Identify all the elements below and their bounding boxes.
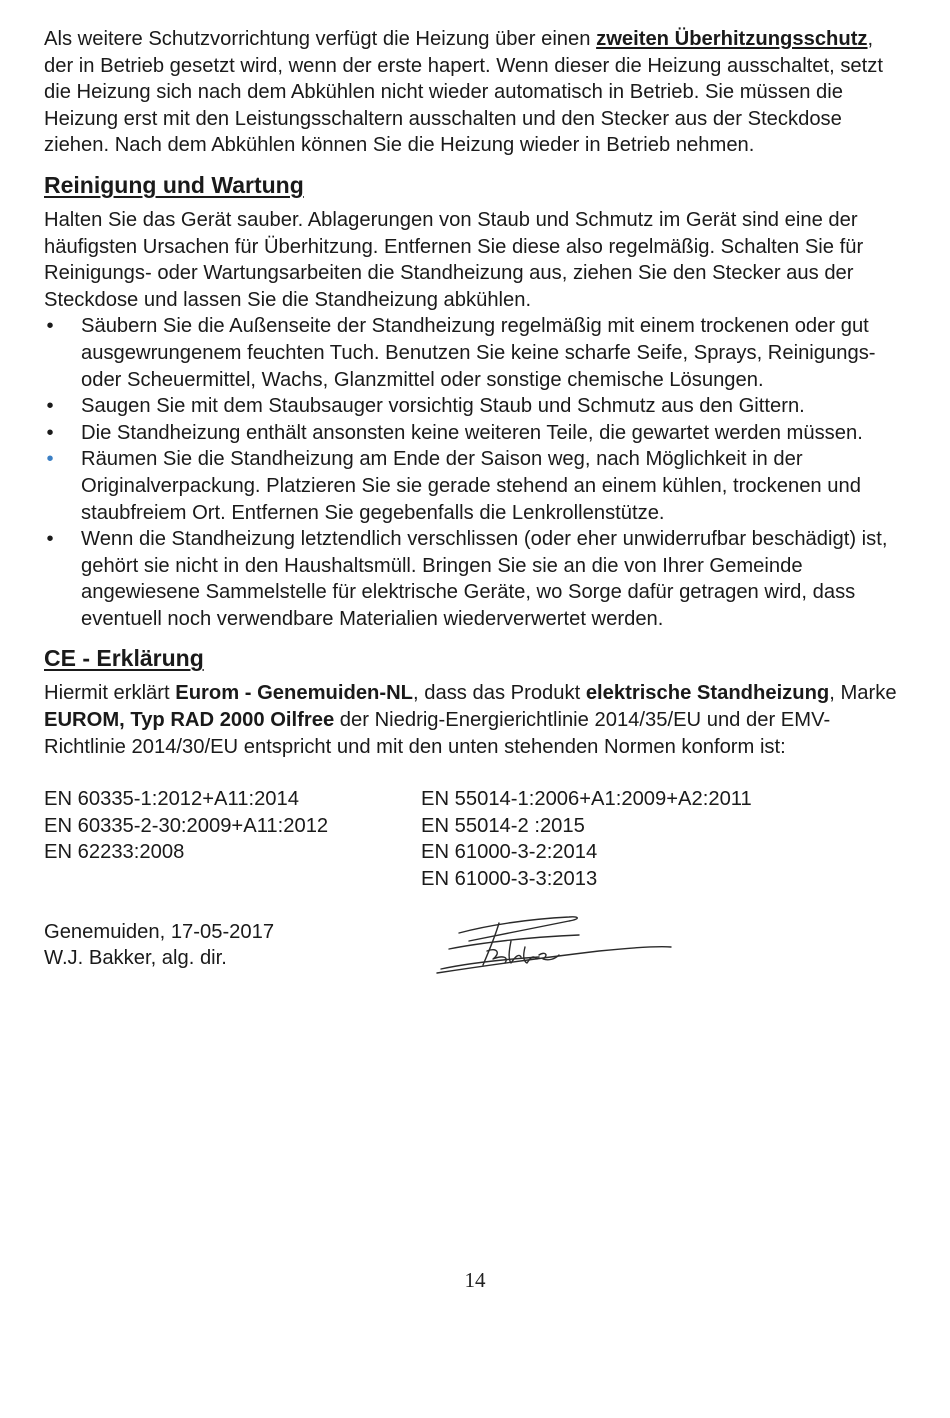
norms-right-column — [421, 786, 881, 892]
list-item — [44, 313, 904, 393]
bullet-icon: • — [46, 421, 54, 444]
bullet-icon: • — [46, 448, 54, 471]
ce-brand: EUROM, Typ RAD 2000 Oilfree — [44, 709, 335, 732]
cleaning-paragraph: Halten Sie das Gerät sauber. Ablagerungen von Staub und Schmutz im Gerät sind eine der häufigsten Ursachen für Überhitzung. Entfernen Sie diese also regelmäßig. Schalten Sie für Reinigungs- oder Wartungsarbeiten die Standheizung aus, ziehen Sie den Stecker aus der Steckdose und lassen Sie die Standheizung abkühlen. — [44, 208, 864, 311]
ce-company: Eurom - Genemuiden-NL — [175, 682, 414, 705]
list-item — [44, 420, 904, 447]
page-number: 14 — [464, 1268, 486, 1292]
signatory-name: W.J. Bakker, alg. dir. — [44, 947, 227, 970]
norm-item: EN 60335-1:2012+A11:2014 — [44, 788, 299, 811]
ce-text: der Niedrig-Energierichtlinie 2014/35/EU und der EMV-Richtlinie 2014/30/EU entspricht und mit den unten stehenden Normen konform ist: — [44, 709, 831, 758]
ce-text: Hiermit erklärt — [44, 682, 176, 705]
signature-block — [44, 919, 904, 979]
ce-paragraph — [44, 680, 904, 760]
ce-text: , dass das Produkt — [413, 682, 586, 705]
cleaning-bullet-list — [44, 313, 904, 632]
list-item — [44, 446, 904, 526]
bullet-icon: • — [46, 315, 54, 338]
intro-text-before: Als weitere Schutzvorrichtung verfügt die Heizung über einen — [44, 28, 597, 50]
list-item — [44, 526, 904, 632]
intro-paragraph — [44, 26, 904, 159]
norm-item: EN 62233:2008 — [44, 841, 185, 864]
list-item-text: Säubern Sie die Außenseite der Standheizung regelmäßig mit einem trockenen oder gut ausgewrungenem feuchten Tuch. Benutzen Sie keine scharfe Seife, Sprays, Reinigungs- oder Scheuermittel, Wachs, Glanzmittel oder sonstige chemische Lösungen. — [81, 315, 876, 391]
place-date: Genemuiden, 17-05-2017 — [44, 920, 275, 943]
intro-text-after: , der in Betrieb gesetzt wird, wenn der erste hapert. Wenn dieser die Heizung ausschaltet, setzt die Heizung sich nach dem Abkühlen nicht wieder automatisch in Betrieb. Sie müssen die Heizung erst mit den Leistungsschaltern ausschalten und den Stecker aus der Steckdose ziehen. Nach dem Abkühlen können Sie die Heizung wieder in Betrieb nehmen. — [44, 28, 883, 157]
list-item-text: Räumen Sie die Standheizung am Ende der Saison weg, nach Möglichkeit in der Originalverpackung. Platzieren Sie sie gerade stehend an einem kühlen, trockenen und staubfreiem Ort. Entfernen Sie gegebenfalls die Lenkrollenstütze. — [81, 448, 861, 524]
list-item-text: Saugen Sie mit dem Staubsauger vorsichtig Staub und Schmutz aus den Gittern. — [81, 395, 805, 418]
bullet-icon: • — [46, 528, 54, 551]
list-item — [44, 393, 904, 420]
norms-table — [44, 786, 904, 892]
norm-item: EN 55014-1:2006+A1:2009+A2:2011 — [421, 788, 752, 811]
ce-heading: CE - Erklärung — [44, 645, 204, 672]
norm-item: EN 61000-3-2:2014 — [421, 841, 598, 864]
signature-image — [429, 911, 679, 981]
list-item-text: Wenn die Standheizung letztendlich verschlissen (oder eher unwiderrufbar beschädigt) ist, gehört sie nicht in den Haushaltsmüll. Bringen Sie sie an die von Ihrer Gemeinde angewiesene Sammelstelle für elektrische Geräte, wo Sorge dafür getragen wird, dass eventuell noch verwendbare Materialien wiederverwertet werden. — [81, 528, 888, 630]
bullet-icon: • — [46, 395, 54, 418]
cleaning-heading: Reinigung und Wartung — [44, 171, 304, 198]
ce-text: , Marke — [829, 682, 897, 705]
norm-item: EN 60335-2-30:2009+A11:2012 — [44, 814, 329, 837]
intro-bold-term: zweiten Überhitzungsschutz — [596, 28, 868, 50]
document-page — [44, 26, 904, 979]
ce-product: elektrische Standheizung — [585, 682, 830, 705]
norm-item: EN 61000-3-3:2013 — [421, 868, 598, 891]
norm-item: EN 55014-2 :2015 — [421, 814, 585, 837]
norms-left-column — [44, 786, 421, 892]
list-item-text: Die Standheizung enthält ansonsten keine weiteren Teile, die gewartet werden müssen. — [81, 421, 863, 444]
